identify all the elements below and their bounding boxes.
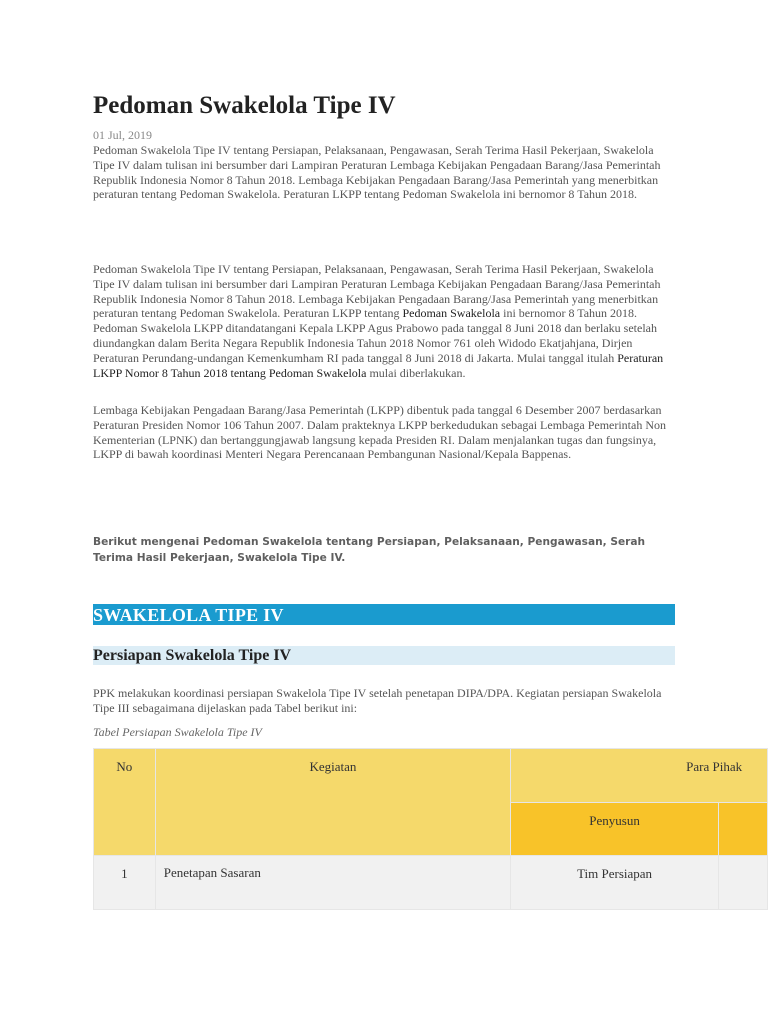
table-row: [94, 856, 768, 910]
paragraph-4: PPK melakukan koordinasi persiapan Swakelola Tipe IV setelah penetapan DIPA/DPA. Kegiatan persiapan Swakelola Tipe III sebagaimana dijelaskan pada Tabel berikut ini:: [93, 686, 662, 715]
table-caption: Tabel Persiapan Swakelola Tipe IV: [93, 725, 262, 739]
cell-extra: [719, 856, 768, 910]
post-date: 01 Jul, 2019: [93, 128, 153, 142]
paragraph-1: Pedoman Swakelola Tipe IV tentang Persiapan, Pelaksanaan, Pengawasan, Serah Terima Hasil Pekerjaan, Swakelola Tipe IV dalam tulisan ini bersumber dari Lampiran Peraturan Lembaga Kebijakan Pengadaan Barang/Jasa Pemerintah Republik Indonesia Nomor 8 Tahun 2018. Lembaga Kebijakan Pengadaan Barang/Jasa Pemerintah yang menerbitkan peraturan tentang Pedoman Swakelola. Peraturan LKPP tentang Pedoman Swakelola ini bernomor 8 Tahun 2018.: [93, 143, 661, 202]
header-penyusun: Penyusun: [511, 803, 719, 856]
link-peraturan-lkpp[interactable]: Peraturan LKPP Nomor 8 Tahun 2018 tentang Pedoman Swakelola: [93, 350, 664, 380]
subsection-heading: Persiapan Swakelola Tipe IV: [93, 646, 675, 665]
section-heading-text: SWAKELOLA TIPE IV: [93, 605, 284, 625]
paragraph-2-text-b: ini bernomor 8 Tahun 2018. Pedoman Swakelola LKPP ditandatangani Kepala LKPP Agus Prabowo pada tanggal 8 Juni 2018 dan berlaku setelah diundangkan dalam Berita Negara Republik Indonesia Tahun 2018 Nomor 761 oleh Widodo Ekatjahjana, Dirjen Peraturan Perundang-undangan Kemenkumham RI pada tanggal 8 Juni 2018 di Jakarta. Mulai tanggal itulah: [93, 306, 657, 365]
cell-no: 1: [94, 856, 156, 910]
paragraph-2-text-a: Pedoman Swakelola Tipe IV tentang Persiapan, Pelaksanaan, Pengawasan, Serah Terima Hasil Pekerjaan, Swakelola Tipe IV dalam tulisan ini bersumber dari Lampiran Peraturan Lembaga Kebijakan Pengadaan Barang/Jasa Pemerintah Republik Indonesia Nomor 8 Tahun 2018. Lembaga Kebijakan Pengadaan Barang/Jasa Pemerintah yang menerbitkan peraturan tentang Pedoman Swakelola. Peraturan LKPP tentang: [93, 262, 661, 321]
cell-kegiatan: Penetapan Sasaran: [155, 856, 510, 910]
paragraph-2-text-c: mulai diberlakukan.: [366, 365, 466, 380]
cell-penyusun: Tim Persiapan: [511, 856, 719, 910]
header-no: No: [94, 749, 156, 856]
link-pedoman-swakelola[interactable]: Pedoman Swakelola: [402, 306, 501, 321]
header-kegiatan: Kegiatan: [155, 749, 510, 856]
table-header-row: [94, 749, 768, 803]
page-title: Pedoman Swakelola Tipe IV: [93, 92, 396, 119]
header-para-pihak: Para Pihak: [511, 749, 768, 803]
paragraph-2: [93, 262, 677, 380]
section-heading: [93, 604, 675, 625]
header-extra-cell: [719, 803, 768, 856]
paragraph-3: Lembaga Kebijakan Pengadaan Barang/Jasa Pemerintah (LKPP) dibentuk pada tanggal 6 Desember 2007 berdasarkan Peraturan Presiden Nomor 106 Tahun 2007. Dalam prakteknya LKPP berkedudukan sebagai Lembaga Pemerintah Non Kementerian (LPNK) dan bertanggungjawab langsung kepada Presiden RI. Dalam menjalankan tugas dan fungsinya, LKPP di bawah koordinasi Menteri Negara Perencanaan Pembangunan Nasional/Kepala Bappenas.: [93, 403, 667, 462]
persiapan-table: [93, 748, 768, 910]
intro-text: Berikut mengenai Pedoman Swakelola tentang Persiapan, Pelaksanaan, Pengawasan, Serah Terima Hasil Pekerjaan, Swakelola Tipe IV.: [93, 536, 646, 564]
